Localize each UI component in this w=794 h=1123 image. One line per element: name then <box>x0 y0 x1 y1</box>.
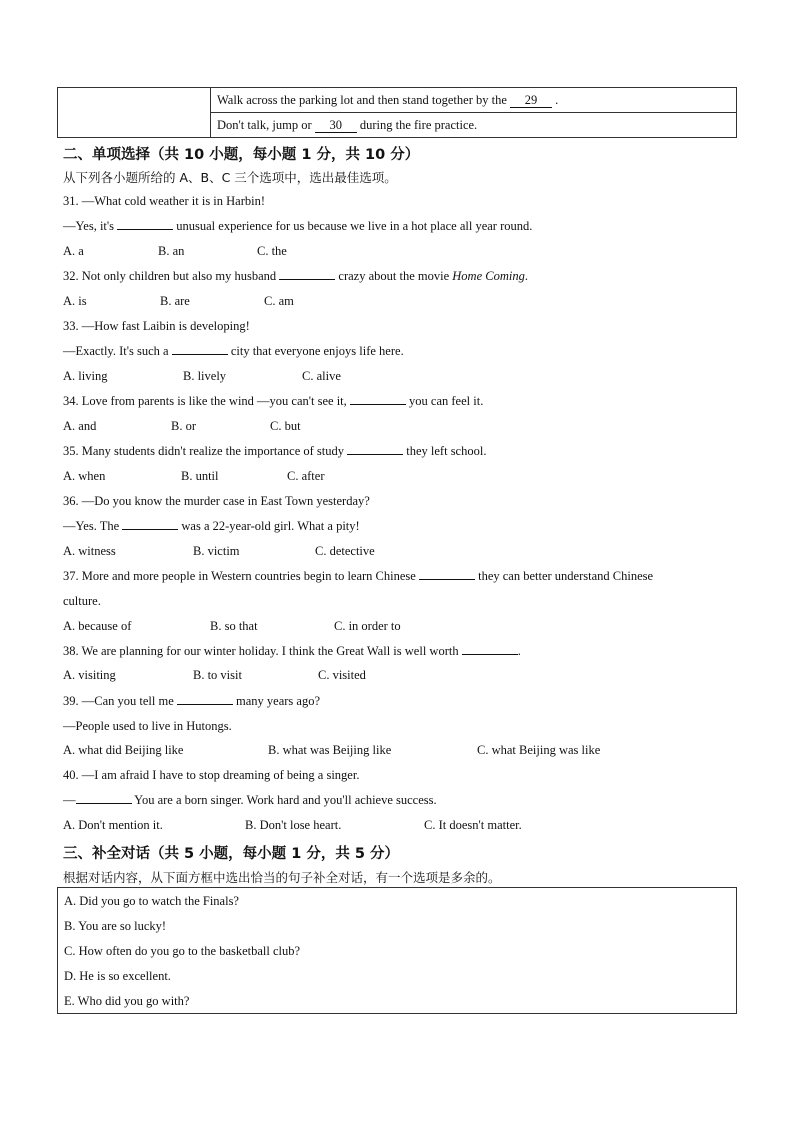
text: was a 22-year-old girl. What a pity! <box>181 519 360 533</box>
question-39 <box>63 694 320 709</box>
option-b: B. so that <box>210 619 258 633</box>
answer-blank <box>117 219 173 230</box>
text: you can feel it. <box>409 394 484 408</box>
text: 39. —Can you tell me <box>63 694 174 708</box>
option-c: C. in order to <box>334 619 401 633</box>
text: unusual experience for us because we live in a hot place all year round. <box>176 219 533 233</box>
text: 34. Love from parents is like the wind —you can't see it, <box>63 394 347 408</box>
text: they can better understand Chinese <box>478 569 654 583</box>
option-a: A. witness <box>63 544 116 558</box>
option-a: A. because of <box>63 619 132 633</box>
section-heading: 二、单项选择（共 10 小题，每小题 1 分，共 10 分） <box>63 147 420 163</box>
table-row <box>58 88 737 113</box>
box-option-d: D. He is so excellent. <box>64 969 171 983</box>
option-c: C. It doesn't matter. <box>424 818 522 832</box>
option-c: C. visited <box>318 668 366 682</box>
answer-blank <box>76 793 132 804</box>
option-a: A. what did Beijing like <box>63 743 184 757</box>
table-cell <box>211 113 737 138</box>
question-37 <box>63 569 653 584</box>
question-40: 40. —I am afraid I have to stop dreaming of being a singer. <box>63 768 360 782</box>
text: —Exactly. It's such a <box>63 344 169 358</box>
option-a: A. a <box>63 244 84 258</box>
text: . <box>524 269 528 283</box>
option-b: B. to visit <box>193 668 242 682</box>
question-33-reply <box>63 344 404 359</box>
blank-number: 29 <box>510 93 552 108</box>
text: 38. We are planning for our winter holiday. I think the Great Wall is well worth <box>63 644 459 658</box>
question-31-reply <box>63 219 532 234</box>
question-39-reply: —People used to live in Hutongs. <box>63 719 232 733</box>
question-36-reply <box>63 519 360 534</box>
option-b: B. Don't lose heart. <box>245 818 342 832</box>
question-37-cont: culture. <box>63 594 101 608</box>
top-table <box>57 87 737 138</box>
answer-blank <box>350 394 406 405</box>
answer-blank <box>177 694 233 705</box>
option-c: C. but <box>270 419 301 433</box>
answer-blank <box>347 444 403 455</box>
option-c: C. the <box>257 244 287 258</box>
option-c: C. after <box>287 469 325 483</box>
option-b: B. lively <box>183 369 227 383</box>
text: crazy about the movie <box>338 269 450 283</box>
question-38 <box>63 644 521 659</box>
option-a: A. living <box>63 369 108 383</box>
answer-blank <box>122 519 178 530</box>
text: . <box>517 644 521 658</box>
section-instruction: 根据对话内容，从下面方框中选出恰当的句子补全对话，有一个选项是多余的。 <box>63 870 501 885</box>
question-33: 33. —How fast Laibin is developing! <box>63 319 250 333</box>
box-option-b: B. You are so lucky! <box>64 919 167 933</box>
text: — <box>63 793 76 807</box>
answer-blank <box>279 269 335 280</box>
text: —Yes. The <box>63 519 120 533</box>
text: 35. Many students didn't realize the importance of study <box>63 444 345 458</box>
question-31: 31. —What cold weather it is in Harbin! <box>63 194 266 208</box>
question-40-reply <box>63 793 437 808</box>
option-a: A. Don't mention it. <box>63 818 163 832</box>
box-option-e: E. Who did you go with? <box>64 994 190 1008</box>
option-b: B. are <box>160 294 190 308</box>
options-box <box>57 887 737 1014</box>
option-a: A. visiting <box>63 668 116 682</box>
option-b: B. what was Beijing like <box>268 743 392 757</box>
option-a: A. is <box>63 294 87 308</box>
text: You are a born singer. Work hard and you'll achieve success. <box>134 793 437 807</box>
blank-number: 30 <box>315 118 357 133</box>
option-b: B. or <box>171 419 196 433</box>
box-option-a: A. Did you go to watch the Finals? <box>64 894 239 908</box>
answer-blank <box>462 644 518 655</box>
row-text: Walk across the parking lot and then stand together by the <box>217 92 507 107</box>
option-b: B. an <box>158 244 185 258</box>
question-35 <box>63 444 486 459</box>
row-end: . <box>555 92 559 107</box>
box-option-c: C. How often do you go to the basketball club? <box>64 944 301 958</box>
option-b: B. victim <box>193 544 240 558</box>
option-c: C. am <box>264 294 294 308</box>
option-c: C. what Beijing was like <box>477 743 601 757</box>
section-heading: 三、补全对话（共 5 小题，每小题 1 分，共 5 分） <box>63 846 400 862</box>
option-c: C. detective <box>315 544 375 558</box>
answer-blank <box>172 344 228 355</box>
movie-title: Home Coming <box>452 269 525 283</box>
text: 37. More and more people in Western countries begin to learn Chinese <box>63 569 416 583</box>
table-cell-empty <box>58 88 211 138</box>
text: they left school. <box>406 444 487 458</box>
answer-blank <box>419 569 475 580</box>
text: city that everyone enjoys life here. <box>230 344 404 358</box>
section-instruction: 从下列各小题所给的 A、B、C 三个选项中，选出最佳选项。 <box>63 170 397 185</box>
row-text: Don't talk, jump or <box>217 117 312 132</box>
question-32 <box>63 269 528 284</box>
option-a: A. when <box>63 469 106 483</box>
option-c: C. alive <box>302 369 341 383</box>
text: many years ago? <box>236 694 320 708</box>
option-a: A. and <box>63 419 97 433</box>
question-36: 36. —Do you know the murder case in East Town yesterday? <box>63 494 370 508</box>
question-34 <box>63 394 483 409</box>
text: 32. Not only children but also my husband <box>63 269 277 283</box>
option-b: B. until <box>181 469 219 483</box>
table-cell <box>211 88 737 113</box>
row-text: during the fire practice. <box>359 117 478 132</box>
text: —Yes, it's <box>63 219 115 233</box>
